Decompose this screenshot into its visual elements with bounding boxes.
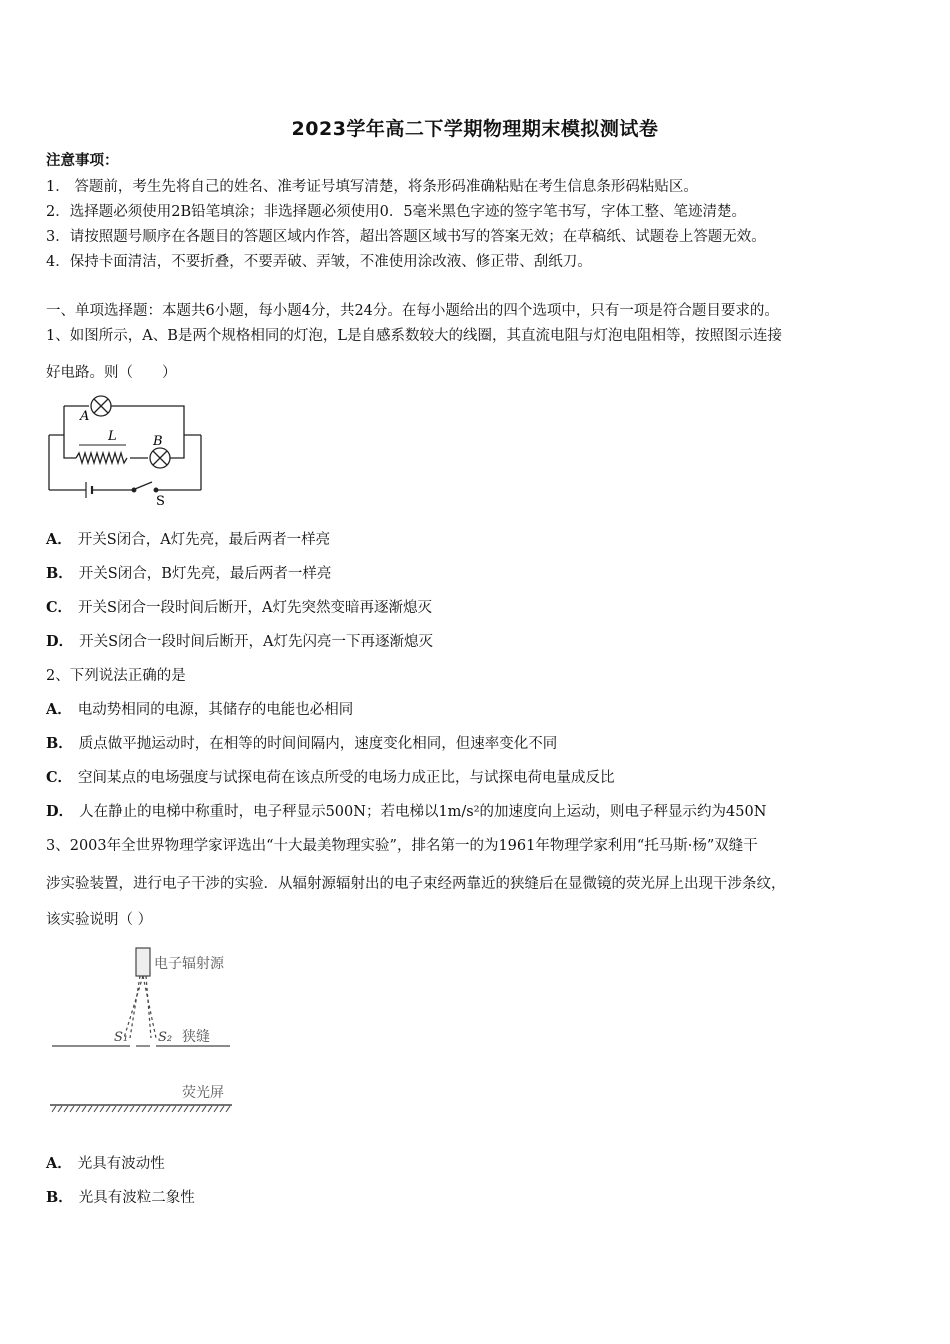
question-2-option-c[interactable] <box>46 769 615 787</box>
notice-item: 4．保持卡面清洁，不要折叠，不要弄破、弄皱，不准使用涂改液、修正带、刮纸刀。 <box>46 254 592 270</box>
double-slit-diagram <box>44 942 244 1117</box>
label-s2: S₂ <box>158 1030 173 1045</box>
question-1-option-a[interactable] <box>46 531 330 549</box>
option-text: 开关S闭合，B灯先亮，最后两者一样亮 <box>78 566 332 582</box>
option-text: 电动势相同的电源，其储存的电能也必相同 <box>77 702 354 718</box>
option-text: 人在静止的电梯中称重时，电子秤显示500N；若电梯以1m/s²的加速度向上运动，则电子秤显示约为450N <box>79 804 767 820</box>
circuit-diagram <box>44 390 214 510</box>
option-text: 空间某点的电场强度与试探电荷在该点所受的电场力成正比，与试探电荷电量成反比 <box>78 770 615 786</box>
option-label: A． <box>46 701 72 718</box>
option-label: A． <box>46 1155 72 1172</box>
option-label: B． <box>46 735 73 752</box>
notice-item: 1． 答题前，考生先将自己的姓名、准考证号填写清楚，将条形码准确粘贴在考生信息条形码粘贴区。 <box>46 179 698 195</box>
question-2-option-d[interactable] <box>46 803 766 821</box>
label-switch-s: S <box>156 494 165 509</box>
question-3-option-b[interactable] <box>46 1189 195 1207</box>
label-screen: 荧光屏 <box>182 1085 224 1101</box>
question-2-option-a[interactable] <box>46 701 353 719</box>
option-label: A． <box>46 531 72 548</box>
option-label: B． <box>46 565 73 582</box>
option-text: 光具有波粒二象性 <box>78 1190 195 1206</box>
option-text: 开关S闭合一段时间后断开，A灯先闪亮一下再逐渐熄灭 <box>79 634 433 650</box>
question-1-option-c[interactable] <box>46 599 432 617</box>
question-1-stem: 1、如图所示，A、B是两个规格相同的灯泡，L是自感系数较大的线圈，其直流电阻与灯泡电阻相等，按照图示连接 <box>46 328 782 344</box>
question-1-option-b[interactable] <box>46 565 331 583</box>
option-text: 质点做平抛运动时，在相等的时间间隔内，速度变化相同，但速率变化不同 <box>78 736 558 752</box>
question-3-stem-cont: 涉实验装置，进行电子干涉的实验．从辐射源辐射出的电子束经两靠近的狭缝后在显微镜的荧光屏上出现干涉条纹， <box>46 876 786 892</box>
question-2-stem: 2、下列说法正确的是 <box>46 668 186 684</box>
question-1-stem-cont: 好电路。则（ ） <box>46 365 177 381</box>
label-lamp-b: B <box>153 434 163 449</box>
option-text: 开关S闭合一段时间后断开，A灯先突然变暗再逐渐熄灭 <box>78 600 432 616</box>
question-1-option-d[interactable] <box>46 633 433 651</box>
option-label: C． <box>46 599 73 616</box>
label-s1: S₁ <box>114 1030 129 1045</box>
label-electron-source: 电子辐射源 <box>154 956 224 972</box>
option-label: C． <box>46 769 73 786</box>
label-lamp-a: A <box>80 409 90 424</box>
option-label: B． <box>46 1189 73 1206</box>
question-3-option-a[interactable] <box>46 1155 165 1173</box>
option-text: 开关S闭合，A灯先亮，最后两者一样亮 <box>77 532 331 548</box>
notice-item: 3．请按照题号顺序在各题目的答题区域内作答，超出答题区域书写的答案无效；在草稿纸、试题卷上答题无效。 <box>46 229 766 245</box>
question-3-stem: 3、2003年全世界物理学家评选出“十大最美物理实验”，排名第一的为1961年物理学家利用“托马斯·杨”双缝干 <box>46 838 758 854</box>
question-2-option-b[interactable] <box>46 735 557 753</box>
page-title: 2023学年高二下学期物理期末模拟测试卷 <box>291 118 659 140</box>
option-text: 光具有波动性 <box>77 1156 165 1172</box>
notice-item: 2．选择题必须使用2B铅笔填涂；非选择题必须使用0．5毫米黑色字迹的签字笔书写，字体工整、笔迹清楚。 <box>46 204 747 220</box>
section-heading: 一、单项选择题：本题共6小题，每小题4分，共24分。在每小题给出的四个选项中，只有一项是符合题目要求的。 <box>46 303 779 319</box>
notice-heading: 注意事项： <box>46 152 119 169</box>
label-coil-l: L <box>108 429 117 444</box>
option-label: D． <box>46 633 74 650</box>
question-3-stem-cont: 该实验说明（ ） <box>46 912 153 928</box>
option-label: D． <box>46 803 74 820</box>
label-slit: 狭缝 <box>182 1029 210 1045</box>
